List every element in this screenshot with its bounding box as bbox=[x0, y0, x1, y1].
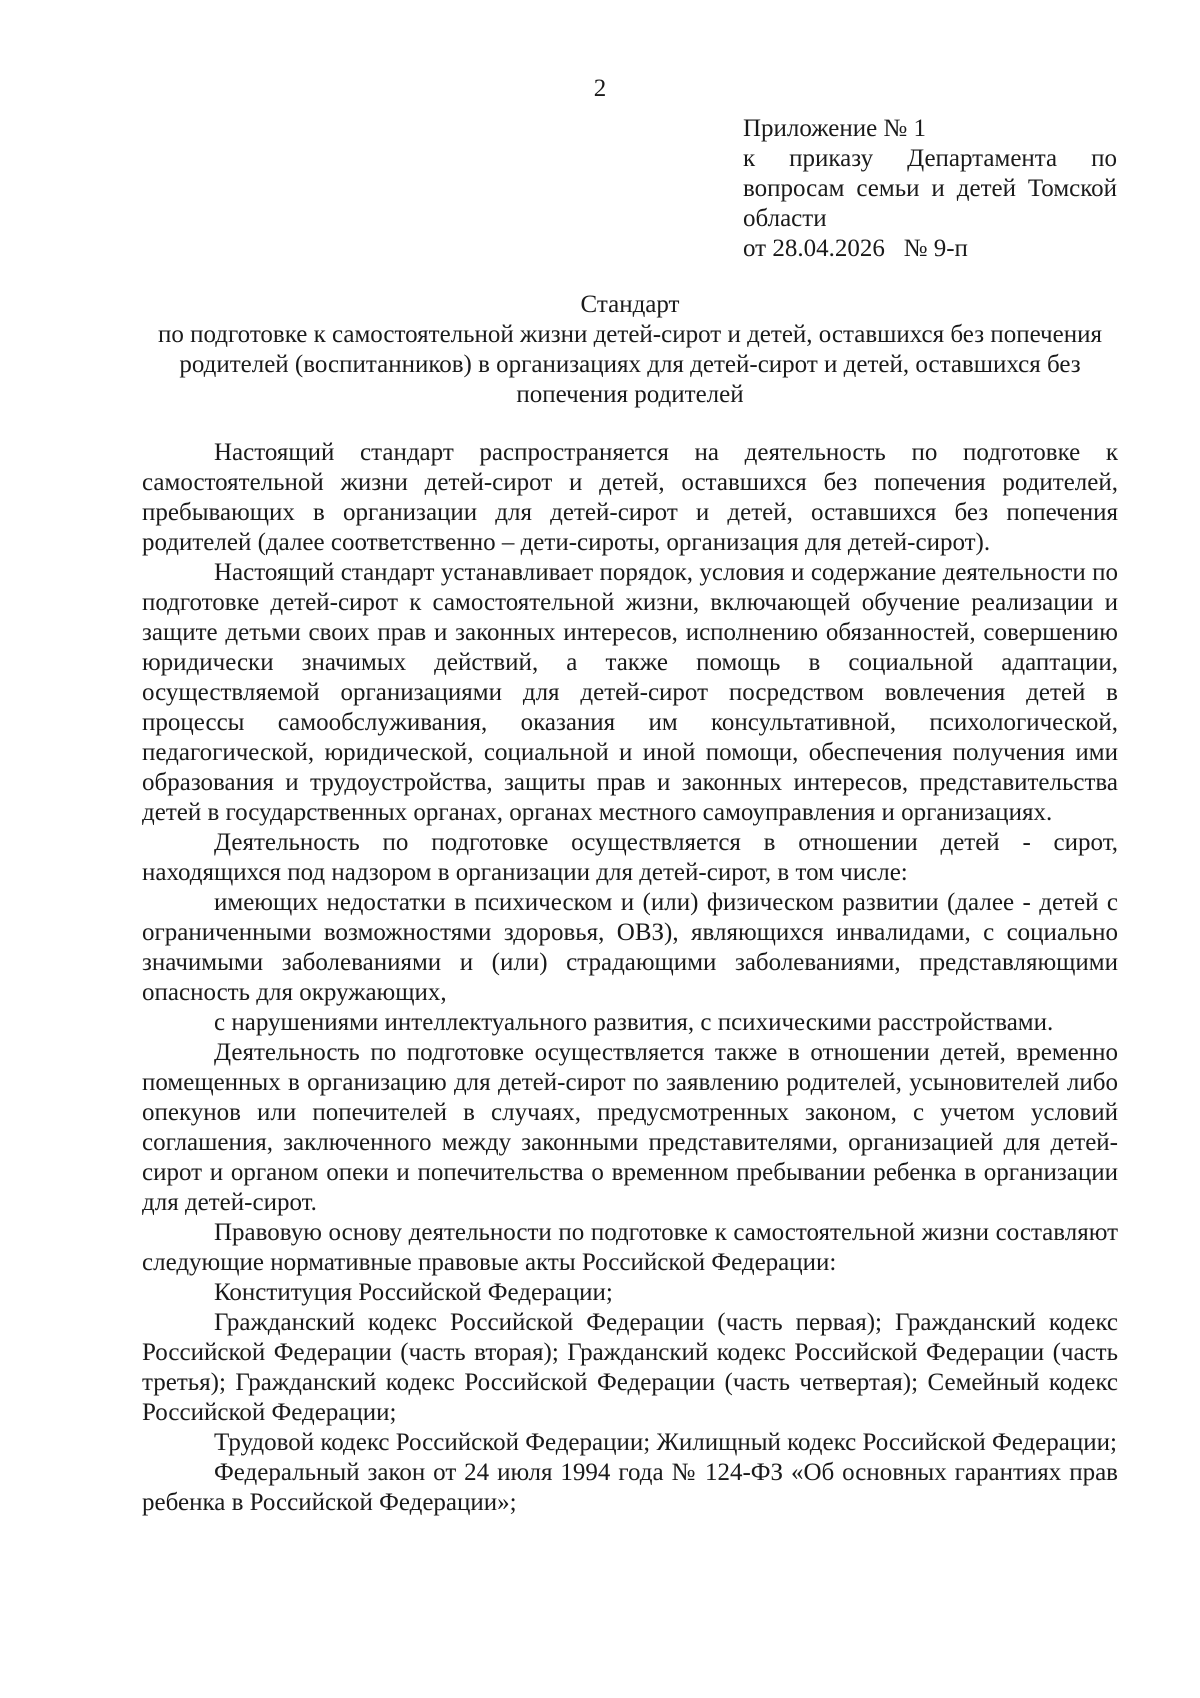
paragraph: Правовую основу деятельности по подготовке к самостоятельной жизни составляют следующие нормативные правовые акты Российской Федерации: bbox=[142, 1219, 1118, 1276]
paragraph: Конституция Российской Федерации; bbox=[214, 1279, 613, 1306]
paragraph: Настоящий стандарт устанавливает порядок, условия и содержание деятельности по подготовке детей-сирот к самостоятельной жизни, включающей обучение реализации и защите детьми своих прав и законных интересов, исполнению обязанностей, совершению юридически значимых действий, а также помощь в социальной адаптации, осуществляемой организациями для детей-сирот посредством вовлечения детей в процессы самообслуживания, оказания им консультативной, психологической, педагогической, юридической, социальной и иной помощи, обеспечения получения ими образования и трудоустройства, защиты прав и законных интересов, представительства детей в государственных органах, органах местного самоуправления и организациях. bbox=[142, 559, 1118, 826]
paragraph: Федеральный закон от 24 июля 1994 года № 124-ФЗ «Об основных гарантиях прав ребенка в Российской Федерации»; bbox=[142, 1459, 1118, 1516]
paragraph: Настоящий стандарт распространяется на деятельность по подготовке к самостоятельной жизни детей-сирот и детей, оставшихся без попечения родителей, пребывающих в организации для детей-сирот и детей, оставшихся без попечения родителей (далее соответственно – дети-сироты, организация для детей-сирот). bbox=[142, 439, 1118, 556]
paragraph: с нарушениями интеллектуального развития, с психическими расстройствами. bbox=[214, 1009, 1054, 1036]
paragraph: Деятельность по подготовке осуществляется в отношении детей - сирот, находящихся под надзором в организации для детей-сирот, в том числе: bbox=[142, 829, 1118, 886]
document-title: Стандарт bbox=[580, 291, 680, 318]
appendix-header bbox=[743, 114, 1117, 264]
appendix-date: от 28.04.2026 bbox=[743, 235, 885, 262]
paragraph: Гражданский кодекс Российской Федерации (часть первая); Гражданский кодекс Российской Федерации (часть вторая); Гражданский кодекс Российской Федерации (часть третья); Гражданский кодекс Российской Федерации (часть четвертая); Семейный кодекс Российской Федерации; bbox=[142, 1309, 1118, 1426]
appendix-number: № 9-п bbox=[903, 235, 968, 262]
document-body bbox=[142, 438, 1118, 1518]
paragraph: Деятельность по подготовке осуществляется также в отношении детей, временно помещенных в организацию для детей-сирот по заявлению родителей, усыновителей либо опекунов или попечителей в случаях, предусмотренных законом, с учетом условий соглашения, заключенного между законными представителями, организацией для детей-сирот и органом опеки и попечительства о временном пребывании ребенка в организации для детей-сирот. bbox=[142, 1039, 1118, 1216]
page-number: 2 bbox=[593, 75, 607, 102]
document-title-block bbox=[140, 290, 1120, 410]
appendix-date-line bbox=[743, 234, 1117, 264]
paragraph: Трудовой кодекс Российской Федерации; Жилищный кодекс Российской Федерации; bbox=[214, 1429, 1117, 1456]
document-subtitle: по подготовке к самостоятельной жизни детей-сирот и детей, оставшихся без попечения родителей (воспитанников) в организациях для детей-сирот и детей, оставшихся без попечения родителей bbox=[158, 321, 1102, 408]
appendix-reference: к приказу Департамента по вопросам семьи и детей Томской области bbox=[743, 145, 1117, 232]
paragraph: имеющих недостатки в психическом и (или) физическом развитии (далее - детей с ограниченными возможностями здоровья, ОВЗ), являющихся инвалидами, с социально значимыми заболеваниями и (или) страдающими заболеваниями, представляющими опасность для окружающих, bbox=[142, 889, 1118, 1006]
appendix-title: Приложение № 1 bbox=[743, 115, 927, 142]
